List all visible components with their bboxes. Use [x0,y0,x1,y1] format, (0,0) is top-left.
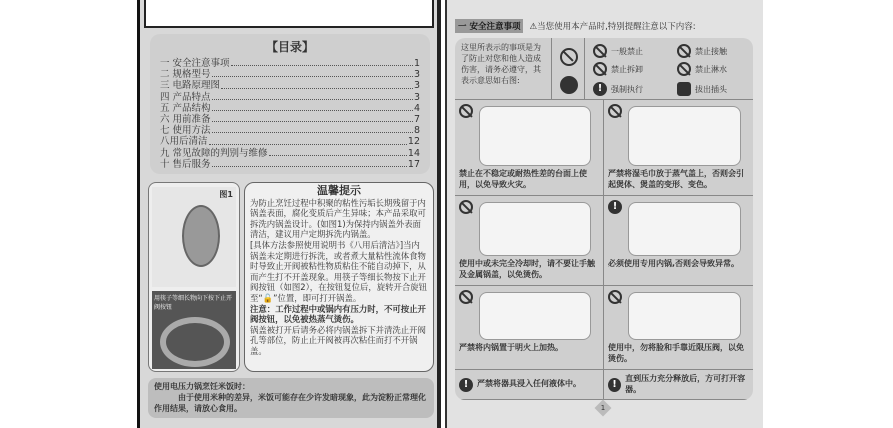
unplug-icon [677,82,691,96]
toc-leader [212,69,413,77]
toc-page: 12 [407,136,420,148]
warning-text: 必须使用专用内锅,否则会导致异常。 [608,259,740,268]
toc-label: 十 售后服务 [160,158,211,170]
legend-intro: 这里所表示的事项是为了防止对您和他人造成伤害，请务必遵守，其表示意思如右图: [461,43,541,85]
toc-leader [221,80,413,88]
toc-leader [231,58,413,66]
no-disassemble-icon [593,62,607,76]
tip-paragraph: [具体方法参照使用说明书《八用后清洁》]当内锅盖未定期进行拆洗，或者煮大量粘性流体食物时导致止开阀被粘性物质粘住不能自动掉下，从而产生打不开盖现象。用筷子等细长物按下止开阀按钮（如图2），在按钮复位后，旋转开合旋钮至“🔓”位置，即可打开锅盖。 [250,239,428,303]
section-header [455,19,696,33]
toc-page: 7 [413,114,420,126]
right-page [445,0,763,428]
toc-item[interactable] [160,80,420,91]
mandatory-icon: ! [608,200,622,214]
toc-label: 四 产品特点 [160,91,211,103]
warning-text: 禁止在不稳定或耐热性差的台面上使用，以免导致火灾。 [459,169,587,189]
prohibited-icon [593,44,607,58]
prohibited-icon [459,104,473,118]
legend-label: 强制执行 [611,84,643,94]
no-water-icon [677,62,691,76]
toc-label: 三 电路原理图 [160,80,221,92]
tip-warning: 注意：工作过程中或锅内有压力时，不可按止开阀按钮，以免被热蒸气烫伤。 [250,303,426,325]
no-touch-icon [677,44,691,58]
symbol-legend [455,38,753,100]
warning-cell [604,370,753,400]
warning-cell [455,196,604,286]
figure-2-caption: 用筷子等细长物向下按下止开阀按钮 [154,295,233,311]
cooker-illustration [628,106,741,166]
toc-page: 1 [413,58,420,69]
toc-label: 七 使用方法 [160,125,211,137]
figure-1 [152,187,236,287]
note-body: 由于使用米种的差异，米饭可能存在少许发暗现象，此为淀粉正常理化作用结果，请放心食用。 [154,393,426,413]
warning-cell [455,286,604,370]
page-number [595,400,612,417]
warning-cell [604,100,753,196]
figure-1-label: 图1 [219,190,233,199]
warning-text: 使用中或未完全冷却时，请不要让手触及金属锅盖，以免烫伤。 [459,259,595,279]
toc-page: 3 [413,69,420,81]
legend-label: 禁止拆卸 [611,64,643,74]
blank-box [144,0,434,28]
cooker-illustration [628,292,741,340]
prohibited-icon [459,200,473,214]
toc-item[interactable] [160,136,420,147]
cooker-illustration [479,106,591,166]
toc-page: 4 [413,102,420,114]
toc-title: 【目录】 [265,40,314,54]
toc-leader [269,148,407,156]
prohibited-icon [560,48,578,66]
toc-leader [212,103,413,111]
cooker-illustration [479,292,591,340]
note-title: 使用电压力锅烹饪米饭时： [154,382,250,391]
legend-label: 禁止接触 [695,46,727,56]
warning-text: 使用中，勿将脸和手靠近限压阀，以免烫伤。 [608,343,744,363]
figure-2 [152,291,236,369]
toc-item[interactable] [160,92,420,103]
legend-symbol-column [551,38,585,100]
toc-leader [212,159,407,167]
mandatory-dot-icon [560,76,578,94]
tip-paragraph: 为防止烹饪过程中积聚的粘性污垢长期残留于内锅盖表面，腐化变质后产生异味；本产品采取可拆洗内锅盖设计。(如图1)为保持内锅盖外表面清洁，建议用户定期拆洗内锅盖。 [250,197,426,240]
tip-paragraph: 锅盖被打开后请务必将内锅盖拆下并清洗止开阀孔等部位，防止止开阀被再次粘住而打不开锅盖。 [250,324,426,356]
legend-label: 一般禁止 [611,46,643,56]
toc-item[interactable] [160,125,420,136]
toc-item[interactable] [160,58,420,69]
toc-leader [212,92,413,100]
inner-lid-image [182,205,220,267]
tip-box [244,182,434,372]
prohibited-icon [608,290,622,304]
toc-label: 一 安全注意事项 [160,58,230,69]
toc-item[interactable] [160,103,420,114]
page-number-text: 1 [600,404,606,412]
warning-text: 严禁将器具浸入任何液体中。 [477,379,581,389]
toc-item[interactable] [160,148,420,159]
toc-page: 17 [407,158,420,170]
section-tag: 一 安全注意事项 [455,19,523,33]
warning-cell [455,370,604,400]
cooker-illustration [479,202,591,256]
toc-item[interactable] [160,114,420,125]
pot-image [160,317,230,367]
legend-label: 拔出插头 [695,84,727,94]
prohibited-icon [608,104,622,118]
safety-grid [455,38,753,400]
toc-label: 六 用前准备 [160,114,211,126]
toc-leader [209,136,407,144]
table-of-contents [150,34,430,174]
rice-note [148,378,434,418]
mandatory-icon: ! [608,378,621,392]
warning-cell [604,286,753,370]
warning-text: 直到压力充分释放后，方可打开容器。 [625,374,746,394]
toc-page: 8 [413,125,420,137]
toc-label: 九 常见故障的判别与维修 [160,147,268,159]
toc-label: 八用后清洁 [160,136,208,148]
toc-item[interactable] [160,159,420,170]
warning-cell [455,100,604,196]
toc-label: 二 规格型号 [160,69,211,81]
warning-cell [604,196,753,286]
mandatory-icon: ! [593,82,607,96]
toc-page: 3 [413,80,420,92]
toc-page: 3 [413,91,420,103]
toc-leader [212,114,413,122]
legend-label: 禁止淋水 [695,64,727,74]
toc-label: 五 产品结构 [160,102,211,114]
warning-text: 严禁将内锅置于明火上加热。 [459,343,563,352]
header-note: ⚠当您使用本产品时,特别提醒注意以下内容: [529,22,696,32]
prohibited-icon [459,290,473,304]
toc-leader [212,125,413,133]
cooker-illustration [628,202,741,256]
figure-panel [148,182,240,372]
toc-item[interactable] [160,69,420,80]
warning-text: 严禁将湿毛巾放于蒸气盖上，否则会引起煲体、煲盖的变形、变色。 [608,169,744,189]
tip-title: 温馨提示 [317,184,361,197]
mandatory-icon: ! [459,378,473,392]
toc-page: 14 [407,147,420,159]
left-page [137,0,441,428]
